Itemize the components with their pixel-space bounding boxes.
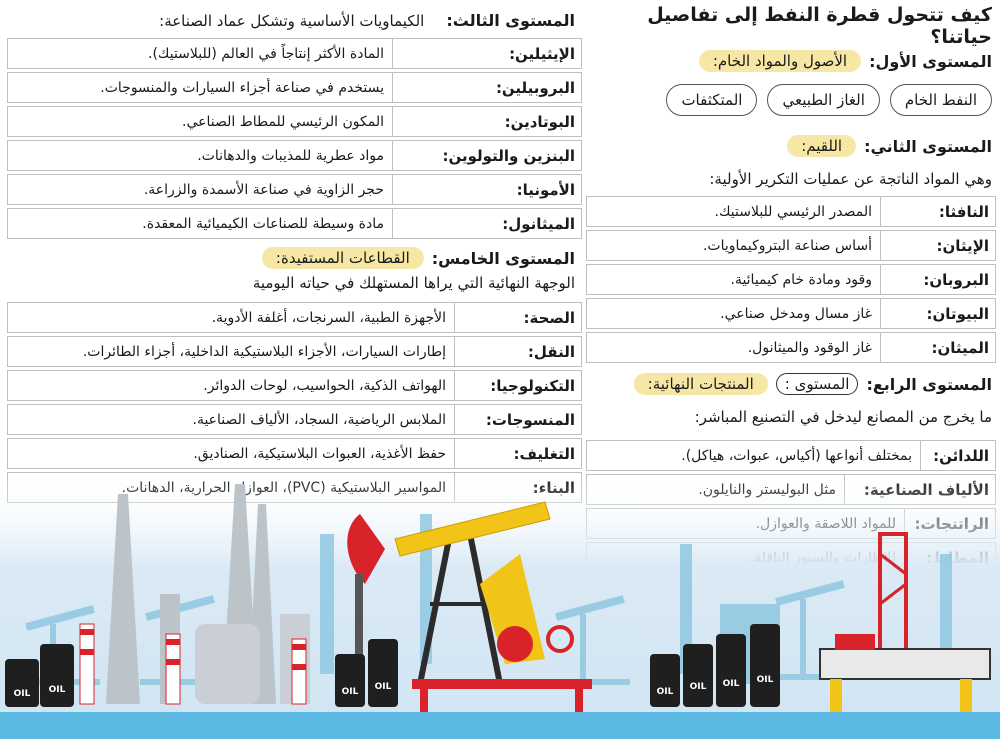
row-value: وقود ومادة خام كيميائية. — [586, 264, 880, 295]
row-value: المادة الأكثر إنتاجاً في العالم (للبلاستيك). — [7, 38, 392, 69]
row-key: النقل: — [454, 336, 582, 367]
row-key: النافثا: — [880, 196, 996, 227]
oil-industry-illustration — [0, 474, 1000, 739]
table-row — [7, 336, 582, 367]
row-value: حفظ الأغذية، العبوات البلاستيكية، الصناديق. — [7, 438, 454, 469]
row-key: البروبيلين: — [392, 72, 582, 103]
row-key: المنسوجات: — [454, 404, 582, 435]
page-title: كيف تتحول قطرة النفط إلى تفاصيل حياتنا؟ — [647, 4, 992, 48]
barrel-label: OIL — [756, 675, 774, 685]
table-row — [7, 302, 582, 333]
table-row — [7, 404, 582, 435]
row-key: البنزين والتولوين: — [392, 140, 582, 171]
row-key: البيوتان: — [880, 298, 996, 329]
water-band — [0, 712, 1000, 739]
level2-heading — [787, 135, 992, 157]
row-key: اللدائن: — [920, 440, 996, 471]
row-key: البروبان: — [880, 264, 996, 295]
table-row — [586, 440, 996, 471]
level4-note: ما يخرج من المصانع ليدخل في التصنيع المباشر: — [694, 408, 992, 426]
level5-heading — [262, 247, 575, 269]
row-value: غاز مسال ومدخل صناعي. — [586, 298, 880, 329]
level2-note: وهي المواد الناتجة عن عمليات التكرير الأولية: — [709, 170, 992, 188]
row-value: إطارات السيارات، الأجزاء البلاستيكية الداخلية، أجزاء الطائرات. — [7, 336, 454, 367]
level1-label: المستوى الأول: — [869, 51, 992, 71]
row-key: الصحة: — [454, 302, 582, 333]
chip-natural-gas: الغاز الطبيعي — [767, 84, 879, 116]
table-row — [586, 298, 996, 329]
row-value: يستخدم في صناعة أجزاء السيارات والمنسوجات. — [7, 72, 392, 103]
level1-chips — [666, 84, 992, 116]
level4-tag: المنتجات النهائية: — [634, 373, 768, 395]
level3-table — [7, 38, 582, 242]
row-key: الأمونيا: — [392, 174, 582, 205]
barrel-label: OIL — [656, 687, 674, 697]
table-row — [586, 230, 996, 261]
derrick-silhouette-icon — [320, 534, 334, 674]
chip-crude-oil: النفط الخام — [890, 84, 992, 116]
row-key: الميثانول: — [392, 208, 582, 239]
barrel-label: OIL — [689, 682, 707, 692]
row-value: حجر الزاوية في صناعة الأسمدة والزراعة. — [7, 174, 392, 205]
level1-heading — [699, 50, 992, 72]
level1-tag: الأصول والمواد الخام: — [699, 50, 861, 72]
table-row — [7, 174, 582, 205]
barrel-label: OIL — [722, 679, 740, 689]
table-row — [7, 140, 582, 171]
level3-note: الكيماويات الأساسية وتشكل عماد الصناعة: — [159, 11, 425, 30]
row-key: الميثان: — [880, 332, 996, 363]
table-row — [586, 264, 996, 295]
row-value: الملابس الرياضية، السجاد، الألياف الصناعية. — [7, 404, 454, 435]
level5-label: المستوى الخامس: — [431, 248, 575, 268]
level3-heading — [159, 11, 575, 30]
barrel-label: OIL — [374, 682, 392, 692]
table-row — [7, 370, 582, 401]
table-row — [586, 196, 996, 227]
level3-label: المستوى الثالث: — [446, 11, 575, 30]
row-value: مواد عطرية للمذيبات والدهانات. — [7, 140, 392, 171]
row-value: المكون الرئيسي للمطاط الصناعي. — [7, 106, 392, 137]
row-value: أساس صناعة البتروكيماويات. — [586, 230, 880, 261]
level4-inner: المستوى : — [776, 373, 859, 395]
row-key: الإيثان: — [880, 230, 996, 261]
row-value: المصدر الرئيسي للبلاستيك. — [586, 196, 880, 227]
row-value: الأجهزة الطبية، السرنجات، أغلفة الأدوية. — [7, 302, 454, 333]
table-row — [7, 438, 582, 469]
row-key: الإيثيلين: — [392, 38, 582, 69]
level2-table — [586, 196, 996, 366]
level4-heading — [634, 373, 992, 395]
table-row — [7, 208, 582, 239]
row-value: بمختلف أنواعها (أكياس، عبوات، هياكل). — [586, 440, 920, 471]
table-row — [586, 332, 996, 363]
row-key: التغليف: — [454, 438, 582, 469]
level5-note: الوجهة النهائية التي يراها المستهلك في حياته اليومية — [252, 274, 575, 292]
row-key: التكنولوجيا: — [454, 370, 582, 401]
level2-label: المستوى الثاني: — [864, 136, 992, 156]
chip-condensates: المتكثفات — [666, 84, 757, 116]
table-row — [7, 38, 582, 69]
level2-tag: اللقيم: — [787, 135, 856, 157]
barrel-label: OIL — [48, 685, 66, 695]
row-value: غاز الوقود والميثانول. — [586, 332, 880, 363]
barrel-label: OIL — [13, 689, 31, 699]
table-row — [7, 106, 582, 137]
level5-tag: القطاعات المستفيدة: — [262, 247, 424, 269]
row-value: الهواتف الذكية، الحواسيب، لوحات الدوائر. — [7, 370, 454, 401]
row-key: البوتادين: — [392, 106, 582, 137]
row-value: مادة وسيطة للصناعات الكيميائية المعقدة. — [7, 208, 392, 239]
level4-label: المستوى الرابع: — [866, 374, 992, 394]
barrel-label: OIL — [341, 687, 359, 697]
table-row — [7, 72, 582, 103]
